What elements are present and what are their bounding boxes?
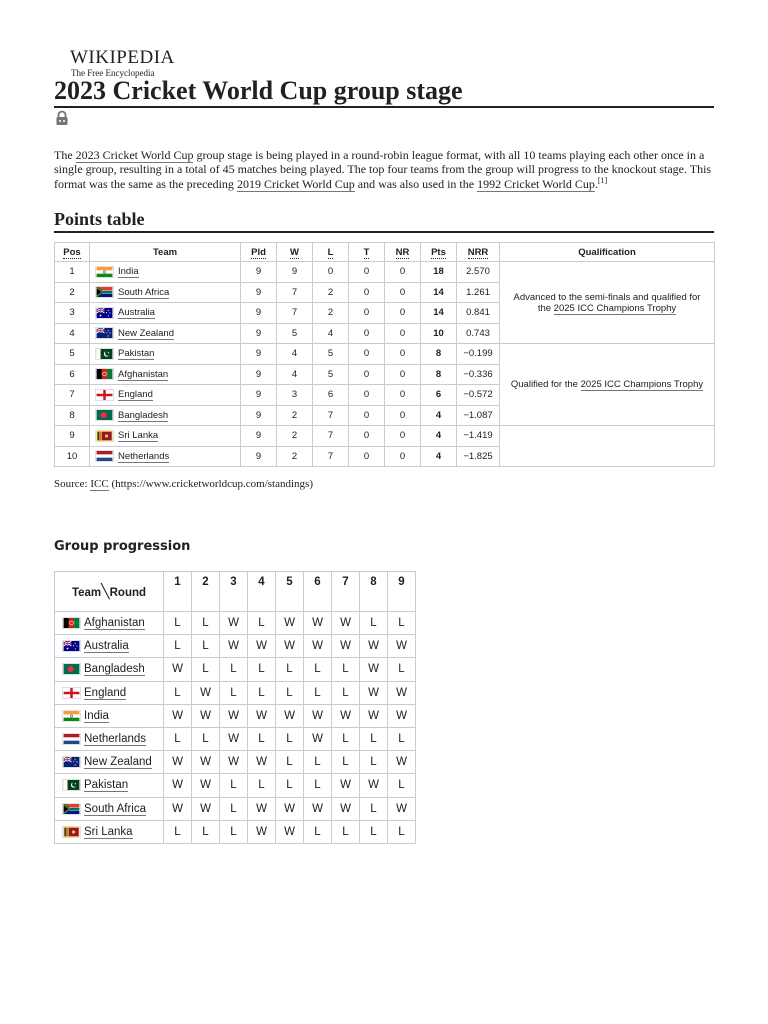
team-link-south-africa[interactable]: South Africa [84, 802, 147, 815]
result-cell: W [360, 774, 388, 797]
progression-team-cell [55, 797, 164, 820]
result-cell: W [276, 635, 304, 658]
result-cell: L [192, 727, 220, 750]
flag-south-africa-icon [95, 286, 114, 298]
t-cell: 0 [349, 323, 385, 344]
result-cell: L [192, 635, 220, 658]
progression-row [55, 751, 416, 774]
link-2023-cricket-world-cup[interactable]: 2023 Cricket World Cup [75, 148, 194, 162]
pld-cell: 9 [241, 364, 277, 385]
result-cell: L [164, 727, 192, 750]
nrr-cell: 0.841 [457, 303, 500, 324]
progression-row [55, 727, 416, 750]
intro-text: group stage is being played in a round-robin league format, with all 10 teams playing each other once in a single group, resulting in a total of 45 matches being played. The top four teams from the group will progress to the knockout stage. This format was the same as the preceding [54, 148, 712, 191]
progression-row [55, 635, 416, 658]
progression-team-cell [55, 774, 164, 797]
header-t: T [349, 243, 385, 262]
team-link-bangladesh[interactable]: Bangladesh [84, 663, 145, 676]
result-cell: W [360, 635, 388, 658]
result-cell: L [304, 681, 332, 704]
progression-row [55, 612, 416, 635]
team-cell [90, 262, 241, 283]
t-cell: 0 [349, 385, 385, 406]
result-cell: L [164, 820, 192, 843]
pld-cell: 9 [241, 446, 277, 467]
result-cell: W [192, 774, 220, 797]
result-cell: L [220, 774, 248, 797]
section-heading-group-progression: Group progression [54, 539, 191, 554]
result-cell: L [332, 751, 360, 774]
lock-icon[interactable] [54, 110, 70, 126]
pts-cell: 14 [421, 303, 457, 324]
result-cell: W [220, 751, 248, 774]
result-cell: L [360, 820, 388, 843]
result-cell: L [360, 797, 388, 820]
progression-row [55, 704, 416, 727]
l-cell: 7 [313, 405, 349, 426]
source-note [54, 478, 313, 490]
progression-row [55, 797, 416, 820]
qualification-none [500, 426, 715, 467]
pld-cell: 9 [241, 405, 277, 426]
pos-cell: 9 [55, 426, 90, 447]
round-header: 8 [360, 572, 388, 612]
team-cell [90, 405, 241, 426]
header-team-label: Team [71, 587, 102, 599]
result-cell: L [192, 658, 220, 681]
l-cell: 2 [313, 303, 349, 324]
result-cell: L [276, 658, 304, 681]
nrr-cell: −0.336 [457, 364, 500, 385]
result-cell: W [192, 681, 220, 704]
team-link-sri-lanka[interactable]: Sri Lanka [118, 430, 159, 442]
result-cell: L [220, 797, 248, 820]
progression-row [55, 658, 416, 681]
progression-row [55, 820, 416, 843]
nr-cell: 0 [385, 446, 421, 467]
result-cell: W [220, 704, 248, 727]
round-header: 4 [248, 572, 276, 612]
result-cell: L [360, 727, 388, 750]
round-header: 9 [388, 572, 416, 612]
flag-south-africa-icon [62, 803, 80, 815]
result-cell: L [192, 612, 220, 635]
header-qualification: Qualification [500, 243, 715, 262]
result-cell: L [332, 727, 360, 750]
result-cell: L [248, 727, 276, 750]
t-cell: 0 [349, 344, 385, 365]
result-cell: W [164, 658, 192, 681]
team-link-england[interactable]: England [118, 389, 153, 401]
result-cell: W [164, 774, 192, 797]
flag-england-icon [62, 687, 80, 699]
header-nrr: NRR [457, 243, 500, 262]
header-pld: Pld [241, 243, 277, 262]
result-cell: W [220, 727, 248, 750]
l-cell: 2 [313, 282, 349, 303]
t-cell: 0 [349, 262, 385, 283]
w-cell: 4 [277, 344, 313, 365]
header-round-label: Round [109, 587, 147, 599]
pts-cell: 18 [421, 262, 457, 283]
link-2025-icc-champions-trophy[interactable]: 2025 ICC Champions Trophy [580, 379, 704, 390]
intro-paragraph [54, 148, 716, 191]
result-cell: L [332, 820, 360, 843]
flag-afghanistan-icon [95, 368, 114, 380]
result-cell: W [276, 820, 304, 843]
nrr-cell: −1.087 [457, 405, 500, 426]
result-cell: L [304, 658, 332, 681]
nrr-cell: 1.261 [457, 282, 500, 303]
points-row [55, 426, 715, 447]
section-heading-points-table: Points table [54, 208, 714, 233]
points-row [55, 344, 715, 365]
nr-cell: 0 [385, 405, 421, 426]
w-cell: 7 [277, 303, 313, 324]
flag-india-icon [95, 266, 114, 278]
result-cell: L [332, 681, 360, 704]
result-cell: W [332, 774, 360, 797]
team-link-new-zealand[interactable]: New Zealand [118, 327, 174, 339]
result-cell: L [388, 820, 416, 843]
team-link-netherlands[interactable]: Netherlands [84, 733, 147, 746]
wikipedia-wordmark: WIKIPEDIA [70, 47, 175, 68]
flag-afghanistan-icon [62, 617, 80, 629]
progression-team-cell [55, 658, 164, 681]
result-cell: W [248, 820, 276, 843]
team-link-pakistan[interactable]: Pakistan [84, 779, 129, 792]
result-cell: W [360, 681, 388, 704]
result-cell: W [192, 797, 220, 820]
t-cell: 0 [349, 282, 385, 303]
pts-cell: 6 [421, 385, 457, 406]
pts-cell: 4 [421, 405, 457, 426]
team-cell [90, 385, 241, 406]
team-link-afghanistan[interactable]: Afghanistan [118, 368, 169, 380]
t-cell: 0 [349, 446, 385, 467]
result-cell: L [304, 774, 332, 797]
result-cell: W [388, 681, 416, 704]
w-cell: 2 [277, 426, 313, 447]
t-cell: 0 [349, 405, 385, 426]
pos-cell: 3 [55, 303, 90, 324]
w-cell: 2 [277, 446, 313, 467]
l-cell: 6 [313, 385, 349, 406]
result-cell: W [248, 797, 276, 820]
round-header: 1 [164, 572, 192, 612]
round-header: 3 [220, 572, 248, 612]
pts-cell: 10 [421, 323, 457, 344]
result-cell: W [192, 751, 220, 774]
header-team-round [55, 572, 164, 612]
result-cell: L [164, 681, 192, 704]
pos-cell: 7 [55, 385, 90, 406]
result-cell: W [388, 751, 416, 774]
pts-cell: 4 [421, 446, 457, 467]
result-cell: W [248, 635, 276, 658]
link-2019-cricket-world-cup[interactable]: 2019 Cricket World Cup [236, 176, 355, 191]
pld-cell: 9 [241, 262, 277, 283]
flag-india-icon [62, 710, 80, 722]
pos-cell: 4 [55, 323, 90, 344]
progression-table [54, 571, 416, 844]
points-table-header [55, 243, 715, 262]
result-cell: L [332, 658, 360, 681]
team-link-new-zealand[interactable]: New Zealand [84, 756, 152, 769]
nr-cell: 0 [385, 364, 421, 385]
result-cell: W [332, 635, 360, 658]
result-cell: W [388, 635, 416, 658]
flag-new-zealand-icon [95, 327, 114, 339]
w-cell: 4 [277, 364, 313, 385]
pts-cell: 8 [421, 344, 457, 365]
team-link-bangladesh[interactable]: Bangladesh [118, 409, 169, 421]
result-cell: L [304, 820, 332, 843]
result-cell: L [360, 612, 388, 635]
team-link-netherlands[interactable]: Netherlands [118, 450, 170, 462]
flag-new-zealand-icon [62, 756, 80, 768]
team-cell [90, 446, 241, 467]
result-cell: L [248, 612, 276, 635]
team-link-australia[interactable]: Australia [84, 640, 129, 653]
header-l: L [313, 243, 349, 262]
progression-team-cell [55, 635, 164, 658]
l-cell: 4 [313, 323, 349, 344]
result-cell: L [388, 727, 416, 750]
header-w: W [277, 243, 313, 262]
points-row [55, 262, 715, 283]
team-link-england[interactable]: England [84, 686, 127, 699]
round-header: 7 [332, 572, 360, 612]
nrr-cell: 0.743 [457, 323, 500, 344]
result-cell: L [388, 658, 416, 681]
progression-team-cell [55, 704, 164, 727]
team-link-india[interactable]: India [84, 709, 109, 722]
nrr-cell: −1.419 [457, 426, 500, 447]
link-2025-icc-champions-trophy[interactable]: 2025 ICC Champions Trophy [553, 302, 677, 314]
points-table [54, 242, 715, 467]
progression-row [55, 774, 416, 797]
team-link-australia[interactable]: Australia [118, 307, 155, 319]
flag-netherlands-icon [62, 733, 80, 745]
flag-sri-lanka-icon [62, 826, 80, 838]
result-cell: W [304, 612, 332, 635]
team-cell [90, 303, 241, 324]
pos-cell: 6 [55, 364, 90, 385]
team-cell [90, 344, 241, 365]
result-cell: W [304, 635, 332, 658]
w-cell: 2 [277, 405, 313, 426]
t-cell: 0 [349, 303, 385, 324]
round-header: 5 [276, 572, 304, 612]
team-cell [90, 282, 241, 303]
result-cell: W [388, 797, 416, 820]
result-cell: L [388, 612, 416, 635]
flag-bangladesh-icon [62, 663, 80, 675]
l-cell: 5 [313, 344, 349, 365]
result-cell: L [276, 681, 304, 704]
pld-cell: 9 [241, 385, 277, 406]
intro-text: and was also used in the [354, 176, 478, 191]
qualification-semis [500, 262, 715, 344]
flag-bangladesh-icon [95, 409, 114, 421]
result-cell: W [304, 727, 332, 750]
result-cell: W [332, 704, 360, 727]
header-pts: Pts [421, 243, 457, 262]
team-link-south-africa[interactable]: South Africa [118, 286, 170, 298]
flag-sri-lanka-icon [95, 430, 114, 442]
result-cell: L [192, 820, 220, 843]
progression-header [55, 572, 416, 612]
nr-cell: 0 [385, 282, 421, 303]
source-url[interactable]: (https://www.cricketworldcup.com/standings) [108, 478, 313, 490]
reference-link[interactable]: [1] [597, 175, 608, 185]
nrr-cell: −0.572 [457, 385, 500, 406]
nr-cell: 0 [385, 385, 421, 406]
progression-row [55, 681, 416, 704]
nrr-cell: −1.825 [457, 446, 500, 467]
result-cell: W [220, 612, 248, 635]
pld-cell: 9 [241, 282, 277, 303]
result-cell: W [276, 612, 304, 635]
team-link-pakistan[interactable]: Pakistan [118, 348, 155, 360]
l-cell: 5 [313, 364, 349, 385]
source-link-icc[interactable]: ICC [90, 478, 109, 490]
w-cell: 5 [277, 323, 313, 344]
pld-cell: 9 [241, 344, 277, 365]
wikipedia-logo[interactable] [70, 48, 175, 78]
header-pos: Pos [55, 243, 90, 262]
nr-cell: 0 [385, 323, 421, 344]
qualification-text: Qualified for the [510, 379, 581, 390]
pos-cell: 1 [55, 262, 90, 283]
result-cell: L [248, 681, 276, 704]
result-cell: W [276, 704, 304, 727]
pos-cell: 2 [55, 282, 90, 303]
team-link-afghanistan[interactable]: Afghanistan [84, 617, 145, 630]
result-cell: W [304, 797, 332, 820]
result-cell: L [388, 774, 416, 797]
l-cell: 7 [313, 446, 349, 467]
result-cell: W [360, 658, 388, 681]
progression-team-cell [55, 820, 164, 843]
result-cell: W [276, 797, 304, 820]
flag-netherlands-icon [95, 450, 114, 462]
result-cell: W [332, 797, 360, 820]
pld-cell: 9 [241, 303, 277, 324]
flag-england-icon [95, 389, 114, 401]
result-cell: W [192, 704, 220, 727]
result-cell: L [276, 774, 304, 797]
result-cell: L [220, 658, 248, 681]
qualification-text: Advanced to the semi-finals and qualified for the [513, 291, 701, 314]
team-cell [90, 426, 241, 447]
nrr-cell: −0.199 [457, 344, 500, 365]
pld-cell: 9 [241, 323, 277, 344]
result-cell: L [220, 681, 248, 704]
result-cell: L [248, 658, 276, 681]
w-cell: 7 [277, 282, 313, 303]
l-cell: 7 [313, 426, 349, 447]
t-cell: 0 [349, 364, 385, 385]
t-cell: 0 [349, 426, 385, 447]
link-1992-cricket-world-cup[interactable]: 1992 Cricket World Cup [477, 176, 595, 191]
nrr-cell: 2.570 [457, 262, 500, 283]
result-cell: L [248, 774, 276, 797]
result-cell: W [360, 704, 388, 727]
result-cell: L [164, 635, 192, 658]
source-label: Source: [54, 478, 91, 490]
nr-cell: 0 [385, 426, 421, 447]
nr-cell: 0 [385, 262, 421, 283]
team-link-india[interactable]: India [118, 266, 139, 278]
progression-team-cell [55, 681, 164, 704]
pos-cell: 8 [55, 405, 90, 426]
team-cell [90, 364, 241, 385]
team-link-sri-lanka[interactable]: Sri Lanka [84, 825, 133, 838]
round-header: 6 [304, 572, 332, 612]
page-title: 2023 Cricket World Cup group stage [54, 76, 714, 108]
result-cell: L [276, 751, 304, 774]
team-cell [90, 323, 241, 344]
result-cell: W [220, 635, 248, 658]
result-cell: W [332, 612, 360, 635]
result-cell: L [164, 612, 192, 635]
progression-team-cell [55, 612, 164, 635]
header-team: Team [90, 243, 241, 262]
result-cell: W [304, 704, 332, 727]
pts-cell: 8 [421, 364, 457, 385]
pld-cell: 9 [241, 426, 277, 447]
result-cell: W [164, 704, 192, 727]
intro-text: The [54, 148, 76, 162]
result-cell: W [388, 704, 416, 727]
result-cell: L [304, 751, 332, 774]
result-cell: W [248, 751, 276, 774]
pts-cell: 4 [421, 426, 457, 447]
result-cell: L [360, 751, 388, 774]
progression-team-cell [55, 751, 164, 774]
flag-australia-icon [62, 640, 80, 652]
result-cell: W [164, 751, 192, 774]
header-separator: ╲ [101, 583, 110, 599]
nr-cell: 0 [385, 344, 421, 365]
result-cell: L [220, 820, 248, 843]
flag-pakistan-icon [95, 348, 114, 360]
pos-cell: 10 [55, 446, 90, 467]
flag-pakistan-icon [62, 779, 80, 791]
round-header: 2 [192, 572, 220, 612]
qualification-champions-trophy [500, 344, 715, 426]
w-cell: 3 [277, 385, 313, 406]
header-nr: NR [385, 243, 421, 262]
l-cell: 0 [313, 262, 349, 283]
result-cell: W [164, 797, 192, 820]
pos-cell: 5 [55, 344, 90, 365]
wikipedia-tagline: The Free Encyclopedia [71, 68, 155, 78]
intro-text: . [594, 176, 598, 191]
w-cell: 9 [277, 262, 313, 283]
result-cell: L [276, 727, 304, 750]
result-cell: W [248, 704, 276, 727]
flag-australia-icon [95, 307, 114, 319]
nr-cell: 0 [385, 303, 421, 324]
pts-cell: 14 [421, 282, 457, 303]
progression-team-cell [55, 727, 164, 750]
